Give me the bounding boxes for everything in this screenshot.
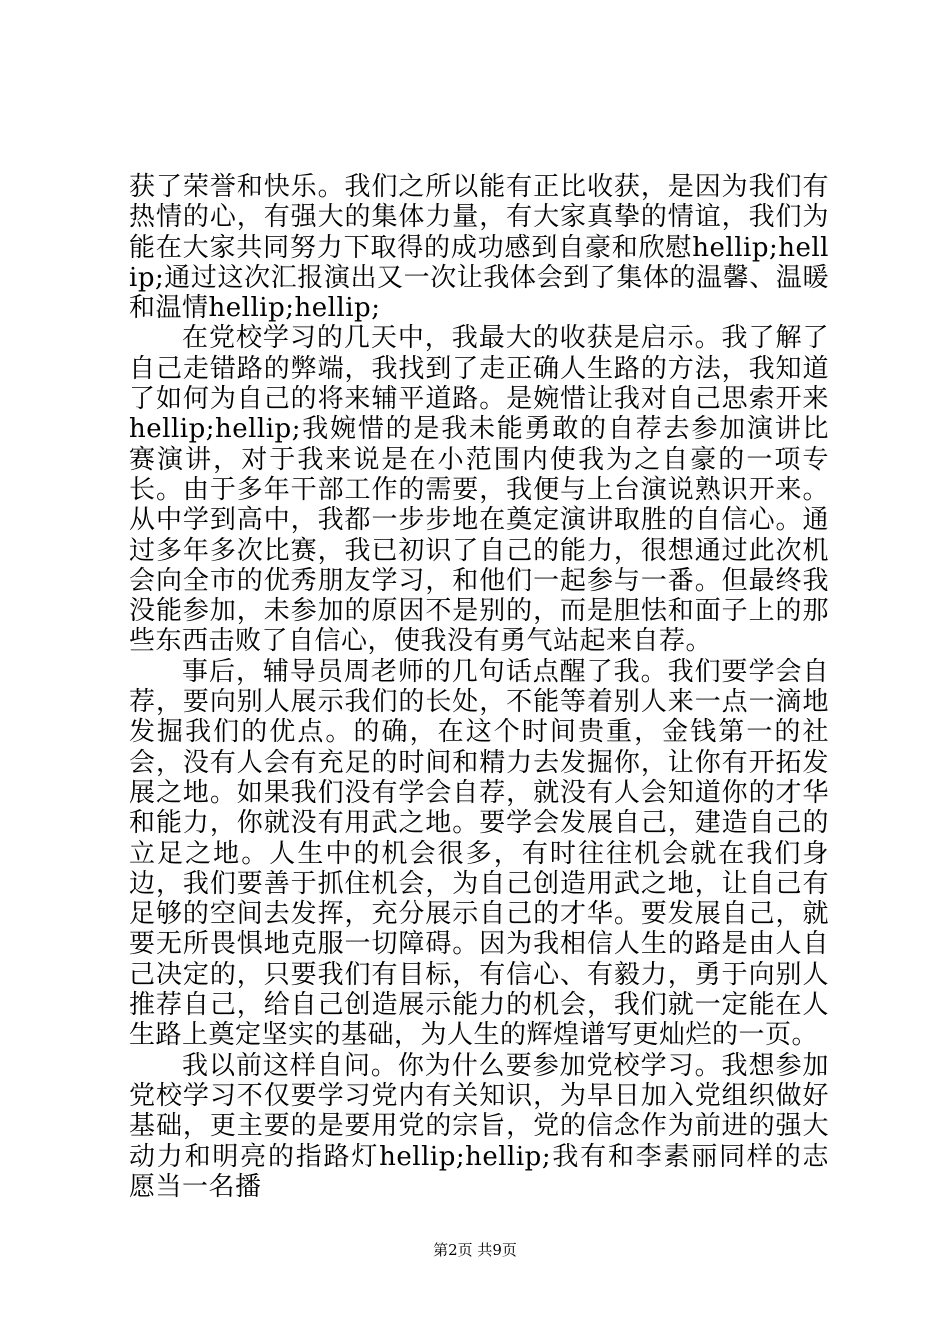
document-body: [129, 172, 829, 1202]
paragraph-4: 我以前这样自问。你为什么要参加党校学习。我想参加党校学习不仅要学习党内有关知识，为早日加入党组织做好基础，更主要的是要用党的宗旨，党的信念作为前进的强大动力和明亮的指路灯hellip;hellip;我有和李素丽同样的志愿当一名播: [129, 1050, 829, 1202]
paragraph-2: 在党校学习的几天中，我最大的收获是启示。我了解了自己走错路的弊端，我找到了走正确人生路的方法，我知道了如何为自己的将来辅平道路。是婉惜让我对自己思索开来hellip;hellip;我婉惜的是我未能勇敢的自荐去参加演讲比赛演讲，对于我来说是在小范围内使我为之自豪的一项专长。由于多年干部工作的需要，我便与上台演说熟识开来。从中学到高中，我都一步步地在奠定演讲取胜的自信心。通过多年多次比赛，我已初识了自己的能力，很想通过此次机会向全市的优秀朋友学习，和他们一起参与一番。但最终我没能参加，未参加的原因不是别的，而是胆怯和面子上的那些东西击败了自信心，使我没有勇气站起来自荐。: [129, 323, 829, 657]
paragraph-1: 获了荣誉和快乐。我们之所以能有正比收获，是因为我们有热情的心，有强大的集体力量，有大家真挚的情谊，我们为能在大家共同努力下取得的成功感到自豪和欣慰hellip;hellip;通过这次汇报演出又一次让我体会到了集体的温馨、温暖和温情hellip;hellip;: [129, 172, 829, 324]
paragraph-3: 事后，辅导员周老师的几句话点醒了我。我们要学会自荐，要向别人展示我们的长处，不能等着别人来一点一滴地发掘我们的优点。的确，在这个时间贵重，金钱第一的社会，没有人会有充足的时间和精力去发掘你，让你有开拓发展之地。如果我们没有学会自荐，就没有人会知道你的才华和能力，你就没有用武之地。要学会发展自己，建造自己的立足之地。人生中的机会很多，有时往往机会就在我们身边，我们要善于抓住机会，为自己创造用武之地，让自己有足够的空间去发挥，充分展示自己的才华。要发展自己，就要无所畏惧地克服一切障碍。因为我相信人生的路是由人自己决定的，只要我们有目标，有信心、有毅力，勇于向别人推荐自己，给自己创造展示能力的机会，我们就一定能在人生路上奠定坚实的基础，为人生的辉煌谱写更灿烂的一页。: [129, 656, 829, 1051]
page-number-footer: 第2页 共9页: [433, 1241, 517, 1259]
